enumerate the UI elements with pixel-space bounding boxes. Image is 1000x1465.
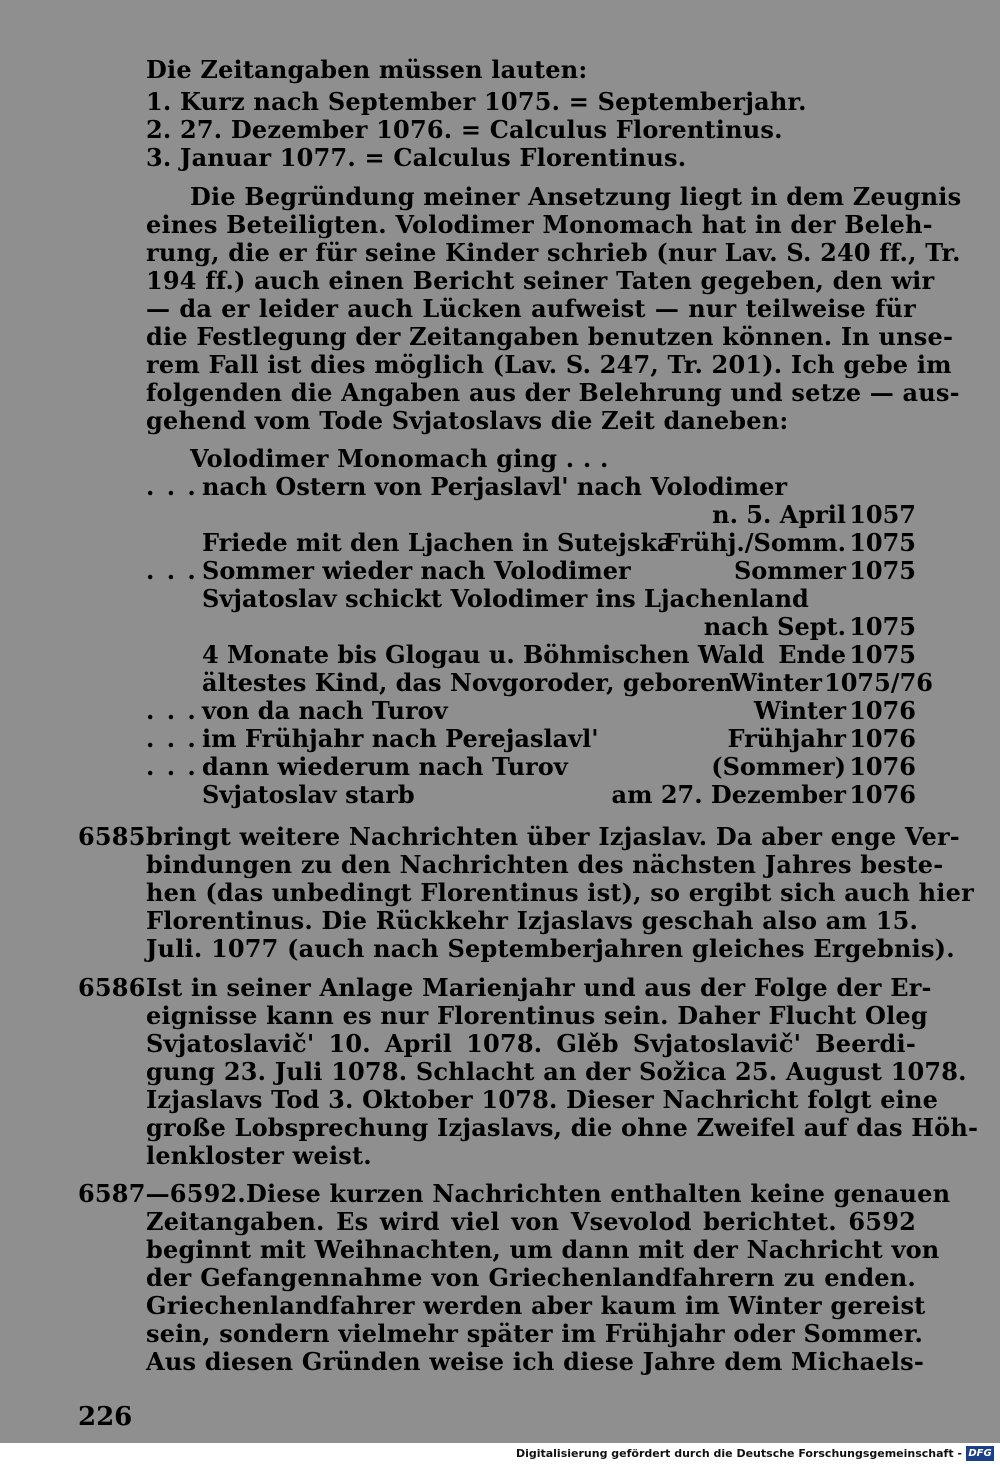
row-when: Frühj./Somm.: [663, 528, 846, 557]
row-lead: . . .: [146, 696, 198, 725]
table-intro: Volodimer Monomach ging . . .: [190, 444, 609, 473]
row-lead: . . .: [146, 472, 198, 501]
row-year: 1076: [849, 724, 916, 753]
table-row: [146, 753, 916, 781]
table-row: [146, 501, 916, 529]
row-when: nach Sept.: [703, 612, 846, 641]
row-when: Ende: [778, 640, 846, 669]
paragraph-line: 194 ff.) auch einen Bericht seiner Taten gegeben, den wir: [146, 266, 935, 295]
entry-line: Izjaslavs Tod 3. Oktober 1078. Dieser Nachricht folgt eine: [146, 1085, 939, 1114]
entry-number: 6585: [78, 822, 146, 851]
table-row: [146, 529, 916, 557]
table-row: [146, 697, 916, 725]
entry-line: hen (das unbedingt Florentinus ist), so ergibt sich auch hier: [146, 878, 974, 907]
list-item: 2. 27. Dezember 1076. = Calculus Florentinus.: [146, 115, 783, 144]
entry-line: Griechenlandfahrer werden aber kaum im Winter gereist: [146, 1291, 926, 1320]
row-lead: . . .: [146, 556, 198, 585]
table-row: [146, 585, 916, 613]
row-lead: . . .: [146, 724, 198, 753]
table-row: [146, 613, 916, 641]
entry-line: große Lobsprechung Izjaslavs, die ohne Zweifel auf das Höh-: [146, 1113, 979, 1142]
row-year: 1075: [849, 612, 916, 641]
row-text: dann wiederum nach Turov: [202, 752, 568, 781]
row-text: von da nach Turov: [202, 696, 448, 725]
table-row: [146, 781, 916, 809]
footer-bar: [0, 1443, 1000, 1465]
row-year: 1075: [849, 556, 916, 585]
row-year: 1075/76: [824, 668, 933, 697]
paragraph-line: folgenden die Angaben aus der Belehrung und setze — aus-: [146, 378, 960, 407]
row-when: (Sommer): [711, 752, 846, 781]
entry-line: Aus diesen Gründen weise ich diese Jahre dem Michaels-: [146, 1347, 924, 1376]
paragraph-line: — da er leider auch Lücken aufweist — nur teilweise für: [146, 294, 916, 323]
entry-line: Diese kurzen Nachrichten enthalten keine genauen: [246, 1179, 951, 1208]
row-when: Sommer: [733, 556, 846, 585]
entry-line: gung 23. Juli 1078. Schlacht an der Sožica 25. August 1078.: [146, 1057, 967, 1086]
intro-heading: Die Zeitangaben müssen lauten:: [146, 55, 588, 84]
page-number: 226: [78, 1402, 133, 1432]
row-when: Frühjahr: [727, 724, 846, 753]
entry-number: 6587—6592.: [78, 1179, 246, 1208]
paragraph-line: die Festlegung der Zeitangaben benutzen können. In unse-: [146, 322, 954, 351]
entry-line: Svjatoslavič' 10. April 1078. Glěb Svjatoslavič' Beerdi-: [146, 1029, 916, 1058]
entry-line: Juli. 1077 (auch nach Septemberjahren gleiches Ergebnis).: [146, 934, 955, 963]
row-when: am 27. Dezember: [611, 780, 846, 809]
row-text: Friede mit den Ljachen in Sutejska: [202, 528, 673, 557]
row-text: Sommer wieder nach Volodimer: [202, 556, 631, 585]
row-text: Svjatoslav schickt Volodimer ins Ljachenland: [202, 584, 809, 613]
entry-line: bringt weitere Nachrichten über Izjaslav. Da aber enge Ver-: [146, 822, 960, 851]
paragraph-line: rung, die er für seine Kinder schrieb (nur Lav. S. 240 ff., Tr.: [146, 238, 961, 267]
table-row: [146, 668, 933, 697]
paragraph-line: eines Beteiligten. Volodimer Monomach hat in der Beleh-: [146, 210, 933, 239]
entry-line: eignisse kann es nur Florentinus sein. Daher Flucht Oleg: [146, 1001, 928, 1030]
entry-line: der Gefangennahme von Griechenlandfahrern zu enden.: [146, 1263, 916, 1292]
table-row: [146, 725, 916, 753]
entry-line: sein, sondern vielmehr später im Frühjahr oder Sommer.: [146, 1319, 924, 1348]
entry-line: Florentinus. Die Rückkehr Izjaslavs geschah also am 15.: [146, 906, 919, 935]
row-year: 1076: [849, 696, 916, 725]
row-text: Svjatoslav starb: [202, 780, 415, 809]
row-year: 1076: [849, 752, 916, 781]
entry-number: 6586: [78, 973, 146, 1002]
table-row: [146, 473, 916, 501]
entry-line: bindungen zu den Nachrichten des nächsten Jahres beste-: [146, 850, 944, 879]
row-lead: . . .: [146, 752, 198, 781]
list-item: 3. Januar 1077. = Calculus Florentinus.: [146, 143, 687, 172]
row-year: 1075: [849, 640, 916, 669]
paragraph-line: rem Fall ist dies möglich (Lav. S. 247, Tr. 201). Ich gebe im: [146, 350, 952, 379]
row-text: im Frühjahr nach Perejaslavl': [202, 724, 599, 753]
row-year: 1076: [849, 780, 916, 809]
row-text: ältestes Kind, das Novgoroder, geboren: [202, 668, 734, 697]
list-item: 1. Kurz nach September 1075. = Septemberjahr.: [146, 87, 807, 116]
row-when: Winter: [753, 696, 846, 725]
dfg-logo-icon: DFG: [966, 1446, 994, 1461]
paragraph-line: Die Begründung meiner Ansetzung liegt in dem Zeugnis: [190, 182, 962, 211]
table-row: [146, 557, 916, 585]
row-text: nach Ostern von Perjaslavl' nach Volodimer: [202, 472, 788, 501]
paragraph-line: gehend vom Tode Svjatoslavs die Zeit daneben:: [146, 406, 789, 435]
row-year: 1057: [849, 500, 916, 529]
row-text: 4 Monate bis Glogau u. Böhmischen Wald: [202, 640, 765, 669]
entry-line: beginnt mit Weihnachten, um dann mit der Nachricht von: [146, 1235, 940, 1264]
row-when: Winter: [729, 668, 822, 697]
entry-line: Ist in seiner Anlage Marienjahr und aus der Folge der Er-: [146, 973, 932, 1002]
row-when: n. 5. April: [712, 500, 846, 529]
table-row: [146, 641, 916, 669]
footer-credit: Digitalisierung gefördert durch die Deutsche Forschungsgemeinschaft -: [515, 1447, 962, 1460]
entry-line: Zeitangaben. Es wird viel von Vsevolod berichtet. 6592: [146, 1207, 916, 1236]
entry-line: lenkloster weist.: [146, 1141, 372, 1170]
row-year: 1075: [849, 528, 916, 557]
